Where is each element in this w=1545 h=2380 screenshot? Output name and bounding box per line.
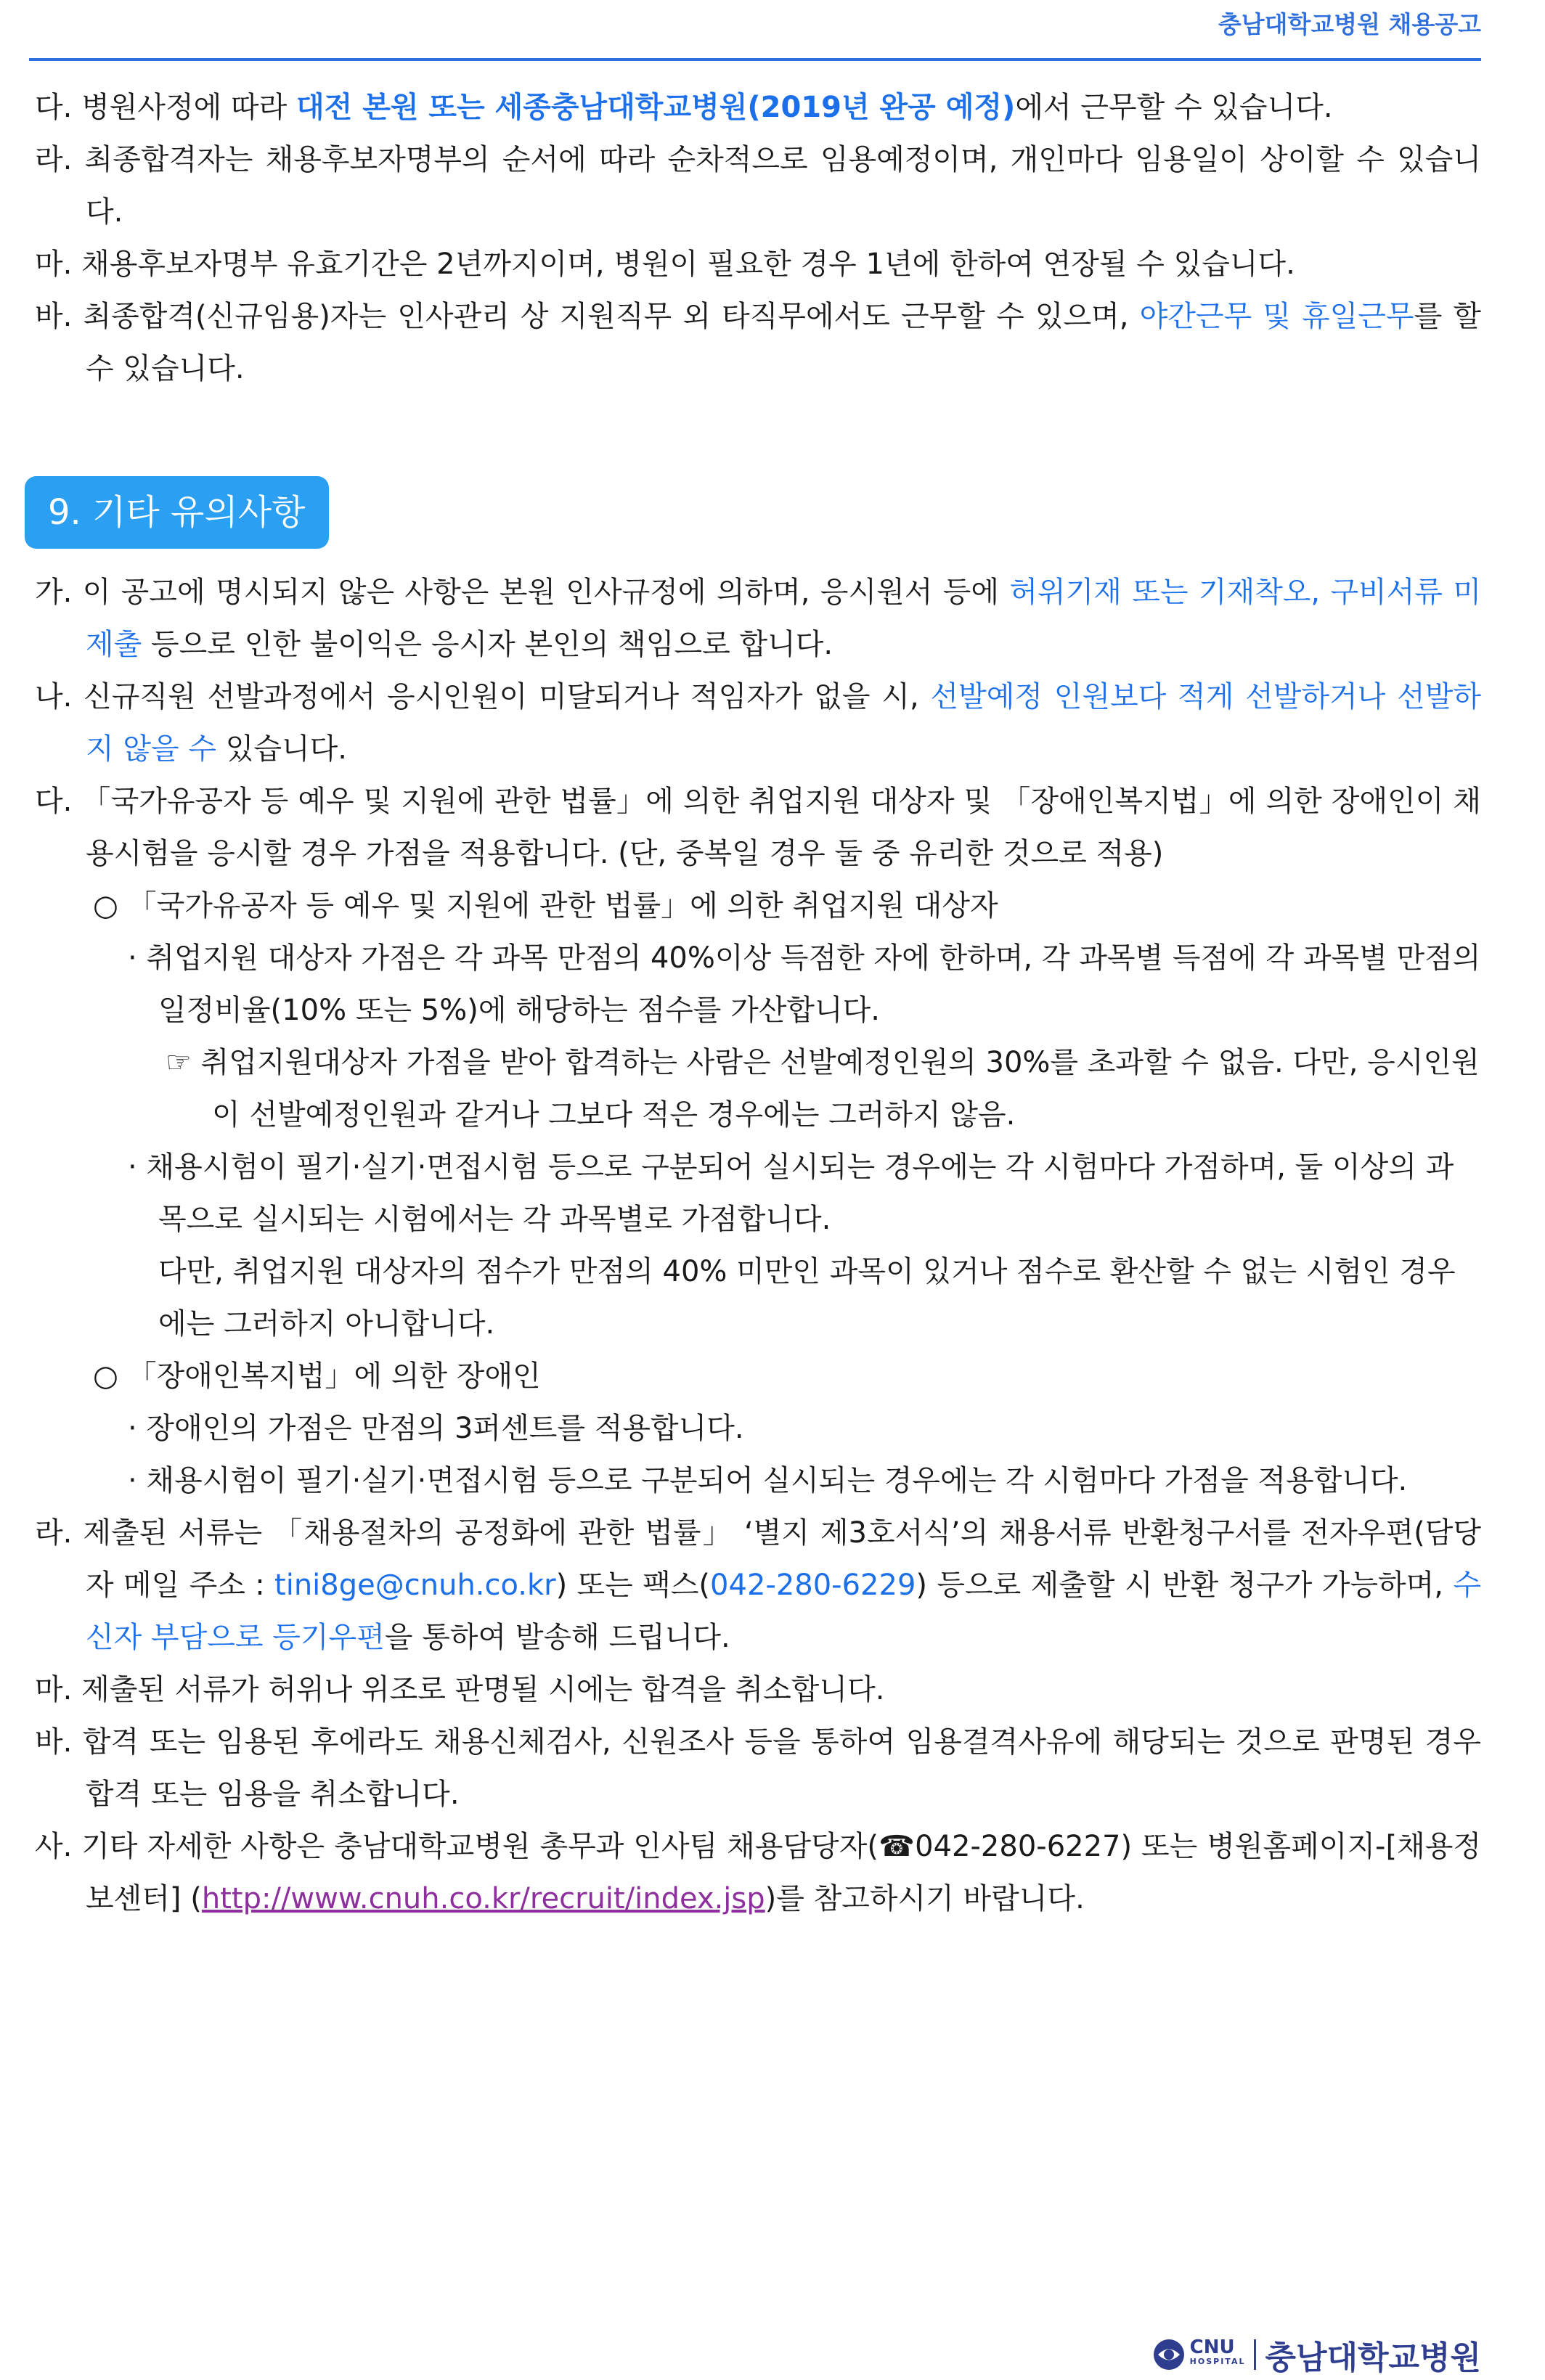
text: )를 참고하시기 바랍니다. [765,1882,1085,1915]
note-na [35,671,1481,775]
highlight-text: 수신자 부담으로 등기우편 [86,1569,1481,1654]
highlight-text: 허위기재 또는 기재착오, 구비서류 미제출 [86,576,1481,661]
text: ) 등으로 제출할 시 반환 청구가 가능하며, [916,1569,1454,1602]
note-sa [35,1820,1481,1925]
text: 바. 최종합격(신규임용)자는 인사관리 상 지원직무 외 타직무에서도 근무할 수 있으며, [35,300,1140,333]
recruit-url-link[interactable]: http://www.cnuh.co.kr/recruit/index.jsp [201,1882,765,1915]
text: 에서 근무할 수 있습니다. [1015,91,1333,124]
item-ra-appointment: 라. 최종합격자는 채용후보자명부의 순서에 따라 순차적으로 임용예정이며, 개인마다 임용일이 상이할 수 있습니다. [35,143,1481,229]
text: 등으로 인한 불이익은 응시자 본인의 책임으로 합니다. [142,628,833,661]
item-da-workplace [35,81,1481,134]
header-title: 충남대학교병원 채용공고 [1218,10,1481,38]
note-ga [35,566,1481,671]
text: 가. 이 공고에 명시되지 않은 사항은 본원 인사규정에 의하며, 응시원서 등에 [35,576,1010,609]
highlight-text: 야간근무 및 휴일근무 [1139,300,1414,333]
highlight-text: 대전 본원 또는 세종충남대학교병원(2019년 완공 예정) [295,91,1016,124]
section-title: 9. 기타 유의사항 [25,476,329,549]
note-ra-return [35,1507,1481,1664]
bullet-veterans-points: · 취업지원 대상자 가점은 각 과목 만점의 40%이상 득점한 자에 한하며, 각 과목별 득점에 각 과목별 만점의 일정비율(10% 또는 5%)에 해당하는 점수를 가산합니다. [128,941,1481,1027]
logo-cnu: CNU [1189,2336,1235,2358]
sub-heading-veterans: ○ 「국가유공자 등 예우 및 지원에 관한 법률」에 의한 취업지원 대상자 [93,889,998,923]
text: 있습니다. [216,732,347,766]
globe-logo-icon [1152,2338,1186,2371]
text: 을 통하여 발송해 드립니다. [384,1621,730,1654]
email-link[interactable]: tini8ge@cnuh.co.kr [274,1569,556,1602]
bullet-veterans-exams: · 채용시험이 필기·실기·면접시험 등으로 구분되어 실시되는 경우에는 각 시험마다 가점하며, 둘 이상의 과목으로 실시되는 시험에서는 각 과목별로 가점합니다. [128,1150,1454,1236]
sub-heading-disabled: ○ 「장애인복지법」에 의한 장애인 [93,1359,541,1393]
text: ) 또는 팩스( [555,1569,711,1602]
text: 사. 기타 자세한 사항은 충남대학교병원 총무과 인사팀 채용담당자(☎042-280-6227) 또는 병원홈페이지-[채용정보센터] ( [35,1830,1481,1915]
document-body [35,81,1481,1925]
text: 다. 병원사정에 따라 [35,91,296,124]
fax-number: 042-280-6229 [710,1569,916,1602]
text: 라. 제출된 서류는 「채용절차의 공정화에 관한 법률」 ‘별지 제3호서식’의 채용서류 반환청구서를 전자우편(담당자 메일 주소 : [35,1516,1481,1602]
hospital-logo [1152,2331,1481,2378]
item-ma-validity: 마. 채용후보자명부 유효기간은 2년까지이며, 병원이 필요한 경우 1년에 한하여 연장될 수 있습니다. [35,248,1295,281]
bullet-disabled-exams: · 채용시험이 필기·실기·면접시험 등으로 구분되어 실시되는 경우에는 각 시험마다 가점을 적용합니다. [128,1464,1408,1497]
bullet-disabled-points: · 장애인의 가점은 만점의 3퍼센트를 적용합니다. [128,1412,744,1445]
note-veterans-limit: ☞ 취업지원대상자 가점을 받아 합격하는 사람은 선발예정인원의 30%를 초과할 수 없음. 다만, 응시인원이 선발예정인원과 같거나 그보다 적은 경우에는 그러하지 않음. [166,1046,1480,1132]
text: 나. 신규직원 선발과정에서 응시인원이 미달되거나 적임자가 없을 시, [35,680,931,713]
bullet-veterans-exception: 다만, 취업지원 대상자의 점수가 만점의 40% 미만인 과목이 있거나 점수로 환산할 수 없는 시험인 경우에는 그러하지 아니합니다. [158,1255,1456,1341]
item-ba-duties [35,290,1481,395]
logo-divider [1254,2339,1256,2370]
logo-hospital: HOSPITAL [1189,2357,1246,2366]
note-ma: 마. 제출된 서류가 허위나 위조로 판명될 시에는 합격을 취소합니다. [35,1673,885,1706]
text: 를 할 수 있습니다. [86,300,1481,385]
logo-hospital-name: 충남대학교병원 [1265,2339,1481,2376]
logo-cnu-text [1189,2336,1246,2369]
page-header [29,0,1481,61]
note-da: 다. 「국가유공자 등 예우 및 지원에 관한 법률」에 의한 취업지원 대상자 및 「장애인복지법」에 의한 장애인이 채용시험을 응시할 경우 가점을 적용합니다. (단, 중복일 경우 둘 중 유리한 것으로 적용) [35,785,1481,870]
note-ba: 바. 합격 또는 임용된 후에라도 채용신체검사, 신원조사 등을 통하여 임용결격사유에 해당되는 것으로 판명된 경우 합격 또는 임용을 취소합니다. [35,1725,1481,1811]
highlight-text: 선발예정 인원보다 적게 선발하거나 선발하지 않을 수 [86,680,1481,766]
